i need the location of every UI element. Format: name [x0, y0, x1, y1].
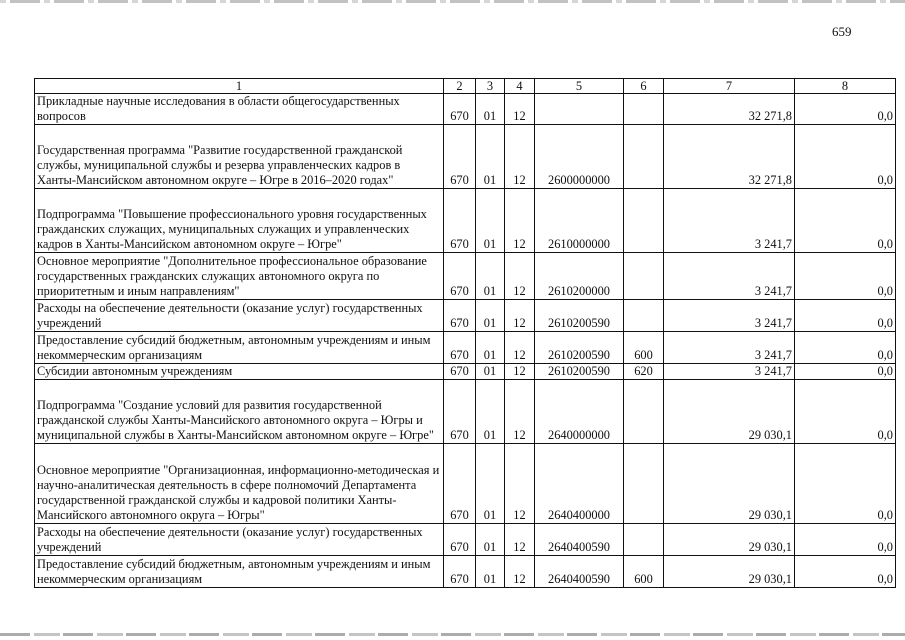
row-name-cell: Государственная программа "Развитие государственной гражданской службы, муниципальной службы и резерва управленческих кадров в Ханты-Мансийском автономном округе – Югре в 2016–2020 годах" — [35, 125, 444, 189]
target-article-cell: 2610200590 — [535, 332, 624, 364]
column-8-value-cell: 0,0 — [795, 364, 896, 380]
column-header: 7 — [664, 79, 795, 94]
subsection-code-cell: 12 — [505, 380, 535, 444]
expense-type-cell — [624, 94, 664, 125]
subsection-code-cell: 12 — [505, 300, 535, 332]
scan-edge-top — [0, 0, 905, 3]
column-8-value-cell: 0,0 — [795, 125, 896, 189]
section-code-cell: 01 — [476, 556, 505, 588]
amount-cell: 3 241,7 — [664, 364, 795, 380]
target-article-cell — [535, 94, 624, 125]
section-code-cell: 01 — [476, 444, 505, 524]
column-header: 6 — [624, 79, 664, 94]
section-code-cell: 01 — [476, 332, 505, 364]
admin-code-cell: 670 — [444, 189, 476, 253]
table-row — [35, 556, 896, 588]
page-number: 659 — [832, 24, 852, 39]
column-header: 1 — [35, 79, 444, 94]
section-code-cell: 01 — [476, 300, 505, 332]
row-name-cell: Основное мероприятие "Дополнительное профессиональное образование государственных гражданских служащих автономного округа по приоритетным и иным направлениям" — [35, 253, 444, 300]
target-article-cell: 2610200590 — [535, 300, 624, 332]
subsection-code-cell: 12 — [505, 332, 535, 364]
amount-cell: 32 271,8 — [664, 94, 795, 125]
table-row — [35, 94, 896, 125]
section-code-cell: 01 — [476, 189, 505, 253]
budget-table — [34, 78, 896, 588]
column-8-value-cell: 0,0 — [795, 94, 896, 125]
column-8-value-cell: 0,0 — [795, 300, 896, 332]
column-header: 3 — [476, 79, 505, 94]
target-article-cell: 2600000000 — [535, 125, 624, 189]
table-row — [35, 253, 896, 300]
column-header: 8 — [795, 79, 896, 94]
column-8-value-cell: 0,0 — [795, 524, 896, 556]
table-body — [35, 94, 896, 588]
target-article-cell: 2640400000 — [535, 444, 624, 524]
table-row — [35, 380, 896, 444]
expense-type-cell — [624, 380, 664, 444]
admin-code-cell: 670 — [444, 556, 476, 588]
admin-code-cell: 670 — [444, 524, 476, 556]
table-row — [35, 444, 896, 524]
expense-type-cell — [624, 125, 664, 189]
row-name-cell: Основное мероприятие "Организационная, информационно-методическая и научно-аналитическая деятельность в сфере полномочий Департамента государственной гражданской службы и кадровой политики Ханты-Мансийского автономного округа – Югры" — [35, 444, 444, 524]
subsection-code-cell: 12 — [505, 364, 535, 380]
table-header-row — [35, 79, 896, 94]
section-code-cell: 01 — [476, 524, 505, 556]
admin-code-cell: 670 — [444, 94, 476, 125]
row-name-cell: Подпрограмма "Повышение профессионального уровня государственных гражданских служащих, муниципальных служащих и управленческих кадров в Ханты-Мансийском автономном округе – Югре" — [35, 189, 444, 253]
section-code-cell: 01 — [476, 364, 505, 380]
column-8-value-cell: 0,0 — [795, 380, 896, 444]
subsection-code-cell: 12 — [505, 556, 535, 588]
column-header: 4 — [505, 79, 535, 94]
amount-cell: 32 271,8 — [664, 125, 795, 189]
target-article-cell: 2610000000 — [535, 189, 624, 253]
row-name-cell: Расходы на обеспечение деятельности (оказание услуг) государственных учреждений — [35, 524, 444, 556]
column-8-value-cell: 0,0 — [795, 332, 896, 364]
expense-type-cell — [624, 300, 664, 332]
row-name-cell: Прикладные научные исследования в области общегосударственных вопросов — [35, 94, 444, 125]
subsection-code-cell: 12 — [505, 94, 535, 125]
subsection-code-cell: 12 — [505, 253, 535, 300]
table-row — [35, 332, 896, 364]
admin-code-cell: 670 — [444, 253, 476, 300]
admin-code-cell: 670 — [444, 380, 476, 444]
amount-cell: 29 030,1 — [664, 524, 795, 556]
admin-code-cell: 670 — [444, 364, 476, 380]
row-name-cell: Предоставление субсидий бюджетным, автономным учреждениям и иным некоммерческим организациям — [35, 556, 444, 588]
subsection-code-cell: 12 — [505, 444, 535, 524]
expense-type-cell: 600 — [624, 556, 664, 588]
table-row — [35, 125, 896, 189]
subsection-code-cell: 12 — [505, 189, 535, 253]
scan-edge-bottom — [0, 633, 905, 636]
admin-code-cell: 670 — [444, 332, 476, 364]
target-article-cell: 2640400590 — [535, 556, 624, 588]
table-row — [35, 524, 896, 556]
expense-type-cell: 620 — [624, 364, 664, 380]
section-code-cell: 01 — [476, 253, 505, 300]
target-article-cell: 2640400590 — [535, 524, 624, 556]
column-header: 5 — [535, 79, 624, 94]
target-article-cell: 2610200000 — [535, 253, 624, 300]
row-name-cell: Субсидии автономным учреждениям — [35, 364, 444, 380]
amount-cell: 3 241,7 — [664, 189, 795, 253]
expense-type-cell — [624, 444, 664, 524]
amount-cell: 3 241,7 — [664, 300, 795, 332]
column-8-value-cell: 0,0 — [795, 444, 896, 524]
admin-code-cell: 670 — [444, 125, 476, 189]
section-code-cell: 01 — [476, 380, 505, 444]
section-code-cell: 01 — [476, 94, 505, 125]
row-name-cell: Подпрограмма "Создание условий для развития государственной гражданской службы Ханты-Мансийского автономного округа – Югры и муниципальной службы в Ханты-Мансийском автономном округе – Югре" — [35, 380, 444, 444]
amount-cell: 29 030,1 — [664, 444, 795, 524]
column-8-value-cell: 0,0 — [795, 556, 896, 588]
target-article-cell: 2640000000 — [535, 380, 624, 444]
expense-type-cell — [624, 253, 664, 300]
column-header: 2 — [444, 79, 476, 94]
row-name-cell: Предоставление субсидий бюджетным, автономным учреждениям и иным некоммерческим организациям — [35, 332, 444, 364]
expense-type-cell — [624, 189, 664, 253]
subsection-code-cell: 12 — [505, 125, 535, 189]
column-8-value-cell: 0,0 — [795, 189, 896, 253]
row-name-cell: Расходы на обеспечение деятельности (оказание услуг) государственных учреждений — [35, 300, 444, 332]
table-row — [35, 189, 896, 253]
table-row — [35, 300, 896, 332]
admin-code-cell: 670 — [444, 444, 476, 524]
amount-cell: 3 241,7 — [664, 332, 795, 364]
amount-cell: 3 241,7 — [664, 253, 795, 300]
amount-cell: 29 030,1 — [664, 380, 795, 444]
target-article-cell: 2610200590 — [535, 364, 624, 380]
section-code-cell: 01 — [476, 125, 505, 189]
table-row — [35, 364, 896, 380]
amount-cell: 29 030,1 — [664, 556, 795, 588]
expense-type-cell — [624, 524, 664, 556]
expense-type-cell: 600 — [624, 332, 664, 364]
column-8-value-cell: 0,0 — [795, 253, 896, 300]
admin-code-cell: 670 — [444, 300, 476, 332]
subsection-code-cell: 12 — [505, 524, 535, 556]
